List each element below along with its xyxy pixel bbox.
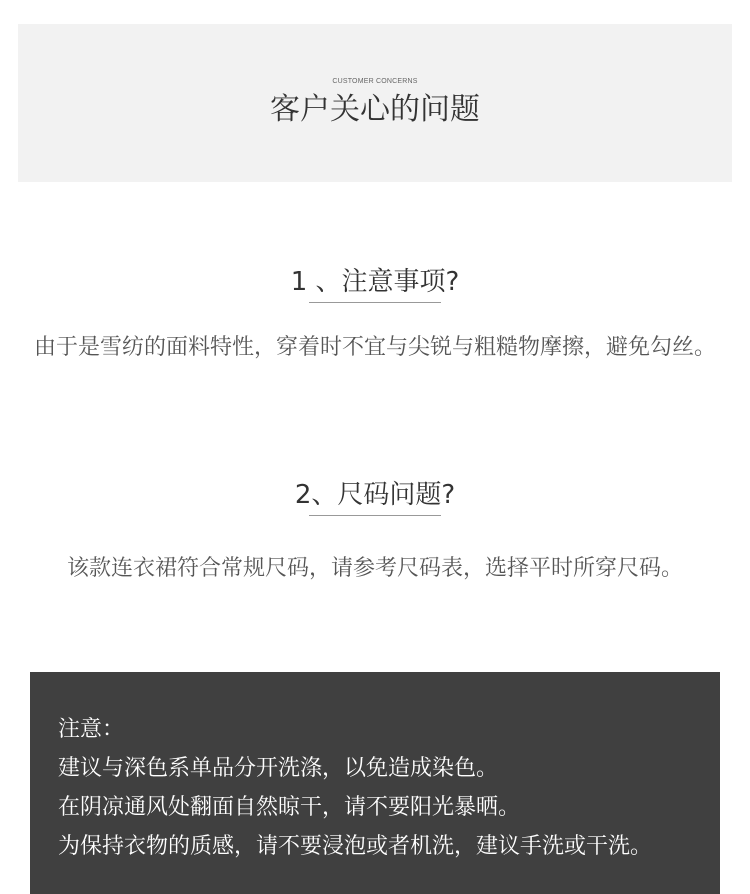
header-subtitle: CUSTOMER CONCERNS: [332, 78, 418, 85]
faq-question-2-title: 2、尺码问题?: [294, 480, 456, 510]
care-notice-content: [58, 710, 708, 866]
faq-question-1-title: 1 、注意事项?: [290, 267, 460, 297]
header-band: [18, 24, 732, 182]
care-notice-line: 为保持衣物的质感，请不要浸泡或者机洗，建议手洗或干洗。: [58, 834, 653, 859]
page-title: 客户关心的问题: [270, 92, 480, 127]
faq-question-2-answer: 该款连衣裙符合常规尺码，请参考尺码表，选择平时所穿尺码。: [66, 556, 683, 581]
faq-question-1-underline: [309, 302, 441, 303]
care-notice-line: 在阴凉通风处翻面自然晾干，请不要阳光暴晒。: [58, 795, 521, 820]
care-notice-heading: 注意：: [58, 717, 125, 742]
care-notice-line: 建议与深色系单品分开洗涤，以免造成染色。: [58, 756, 499, 781]
care-notice-box: [30, 672, 720, 894]
faq-question-1-answer: 由于是雪纺的面料特性，穿着时不宜与尖锐与粗糙物摩擦，避免勾丝。: [33, 335, 716, 360]
faq-question-2-underline: [309, 515, 441, 516]
